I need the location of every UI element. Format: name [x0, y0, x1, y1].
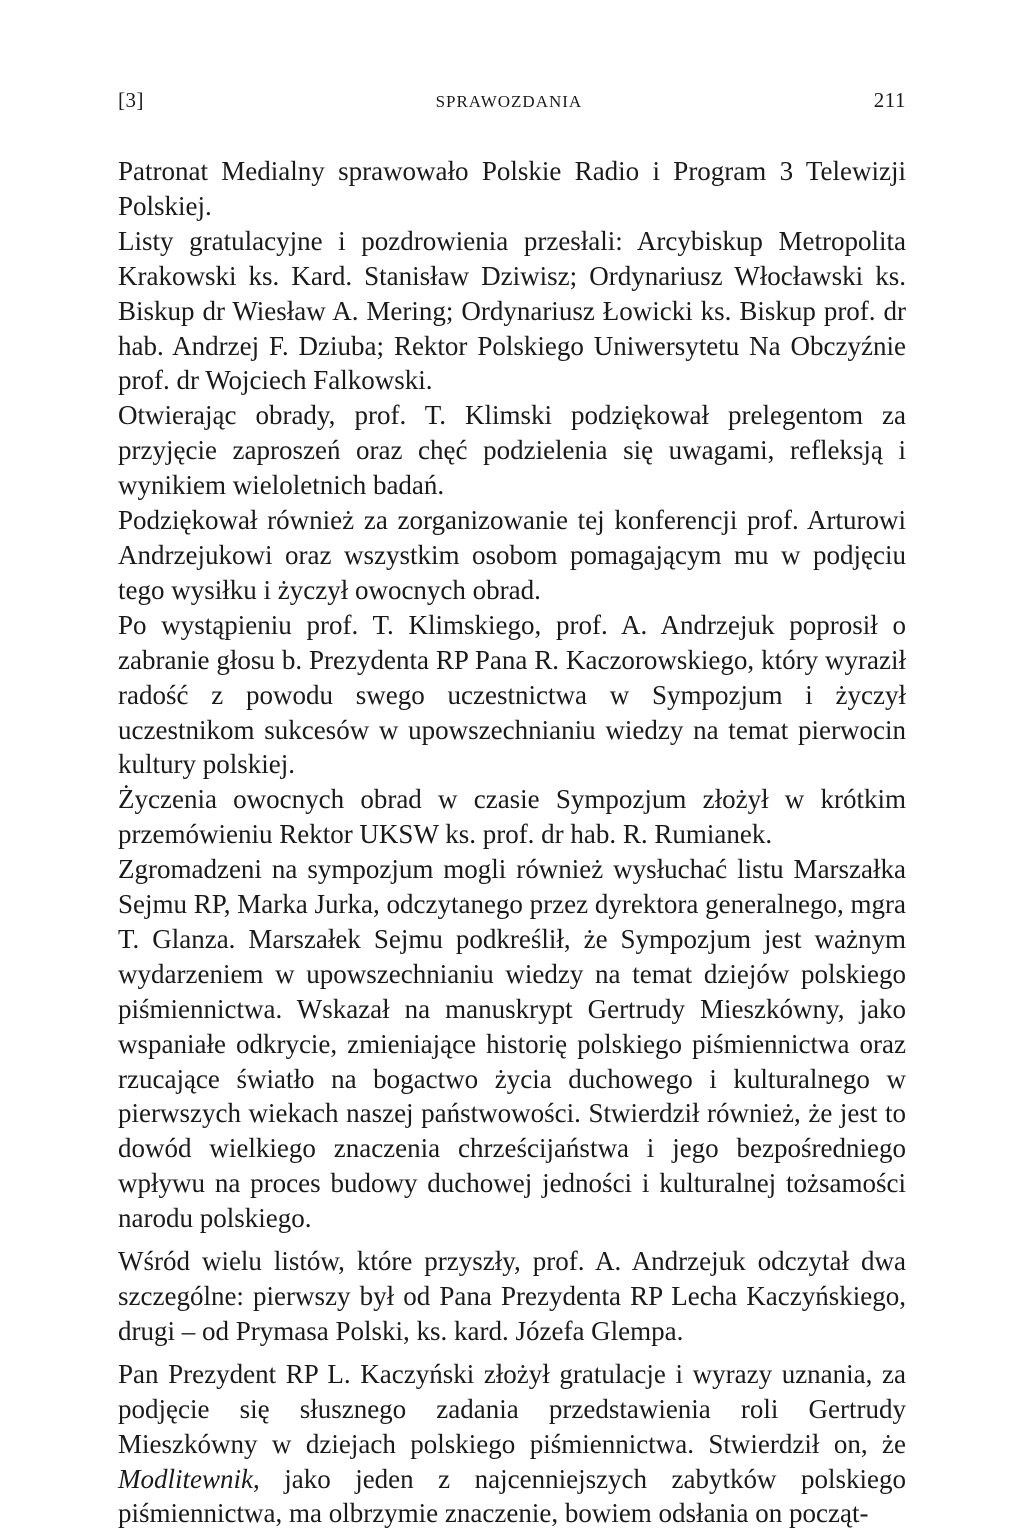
paragraph: Listy gratulacyjne i pozdrowienia przesłali: Arcybiskup Metropolita Krakowski ks. Kard. Stanisław Dziwisz; Ordynariusz Włocławski ks. Biskup dr Wiesław A. Mering; Ordynariusz Łowicki ks. Biskup prof. dr hab. Andrzej F. Dziuba; Rektor Polskiego Uniwersytetu Na Obczyźnie prof. dr Wojciech Falkowski.	[118, 225, 906, 396]
paragraph-text-after: , jako jeden z najcenniejszych zabytków polskiego piśmiennictwa, ma olbrzymie znaczenie, bowiem odsłania on począt-	[118, 1463, 906, 1529]
italic-title: Modlitewnik	[118, 1463, 253, 1494]
running-header	[118, 88, 906, 118]
body-text	[118, 154, 906, 1531]
running-title: SPRAWOZDANIA	[435, 92, 583, 111]
section-number: [3]	[118, 88, 144, 112]
document-page	[118, 88, 906, 1531]
paragraph-text-before: Pan Prezydent RP L. Kaczyński złożył gratulacje i wyrazy uznania, za podjęcie się słusznego zadania przedstawienia roli Gertrudy Mieszkówny w dziejach polskiego piśmiennictwa. Stwierdził on, że	[118, 1358, 906, 1459]
paragraph: Otwierając obrady, prof. T. Klimski podziękował prelegentom za przyjęcie zaproszeń oraz chęć podzielenia się uwagami, refleksją i wynikiem wieloletnich badań.	[118, 400, 906, 501]
paragraph: Podziękował również za zorganizowanie tej konferencji prof. Arturowi Andrzejukowi oraz wszystkim osobom pomagającym mu w podjęciu tego wysiłku i życzył owocnych obrad.	[118, 505, 906, 605]
paragraph-last	[118, 1357, 906, 1531]
paragraph: Wśród wielu listów, które przyszły, prof. A. Andrzejuk odczytał dwa szczególne: pierwszy był od Pana Prezydenta RP Lecha Kaczyńskiego, drugi – od Prymasa Polski, ks. kard. Józefa Glempa.	[118, 1246, 906, 1346]
paragraph: Zgromadzeni na sympozjum mogli również wysłuchać listu Marszałka Sejmu RP, Marka Jurka, odczytanego przez dyrektora generalnego, mgra T. Glanza. Marszałek Sejmu podkreślił, że Sympozjum jest ważnym wydarzeniem w upowszechnianiu wiedzy na temat dziejów polskiego piśmiennictwa. Wskazał na manuskrypt Gertrudy Mieszkówny, jako wspaniałe odkrycie, zmieniające historię polskiego piśmiennictwa oraz rzucające światło na bogactwo życia duchowego i kulturalnego w pierwszych wiekach naszej państwowości. Stwierdził również, że jest to dowód wielkiego znaczenia chrześcijaństwa i jego bezpośredniego wpływu na proces budowy duchowej jedności i kulturalnej tożsamości narodu polskiego.	[118, 854, 906, 1234]
paragraph: Po wystąpieniu prof. T. Klimskiego, prof. A. Andrzejuk poprosił o zabranie głosu b. Prezydenta RP Pana R. Kaczorowskiego, który wyraził radość z powodu swego uczestnictwa w Sympozjum i życzył uczestnikom sukcesów w upowszechnianiu wiedzy na temat pierwocin kultury polskiej.	[118, 609, 906, 780]
page-number: 211	[873, 88, 906, 112]
paragraph: Życzenia owocnych obrad w czasie Sympozjum złożył w krótkim przemówieniu Rektor UKSW ks. prof. dr hab. R. Rumianek.	[118, 784, 906, 850]
paragraph: Patronat Medialny sprawowało Polskie Radio i Program 3 Telewizji Polskiej.	[118, 156, 906, 221]
